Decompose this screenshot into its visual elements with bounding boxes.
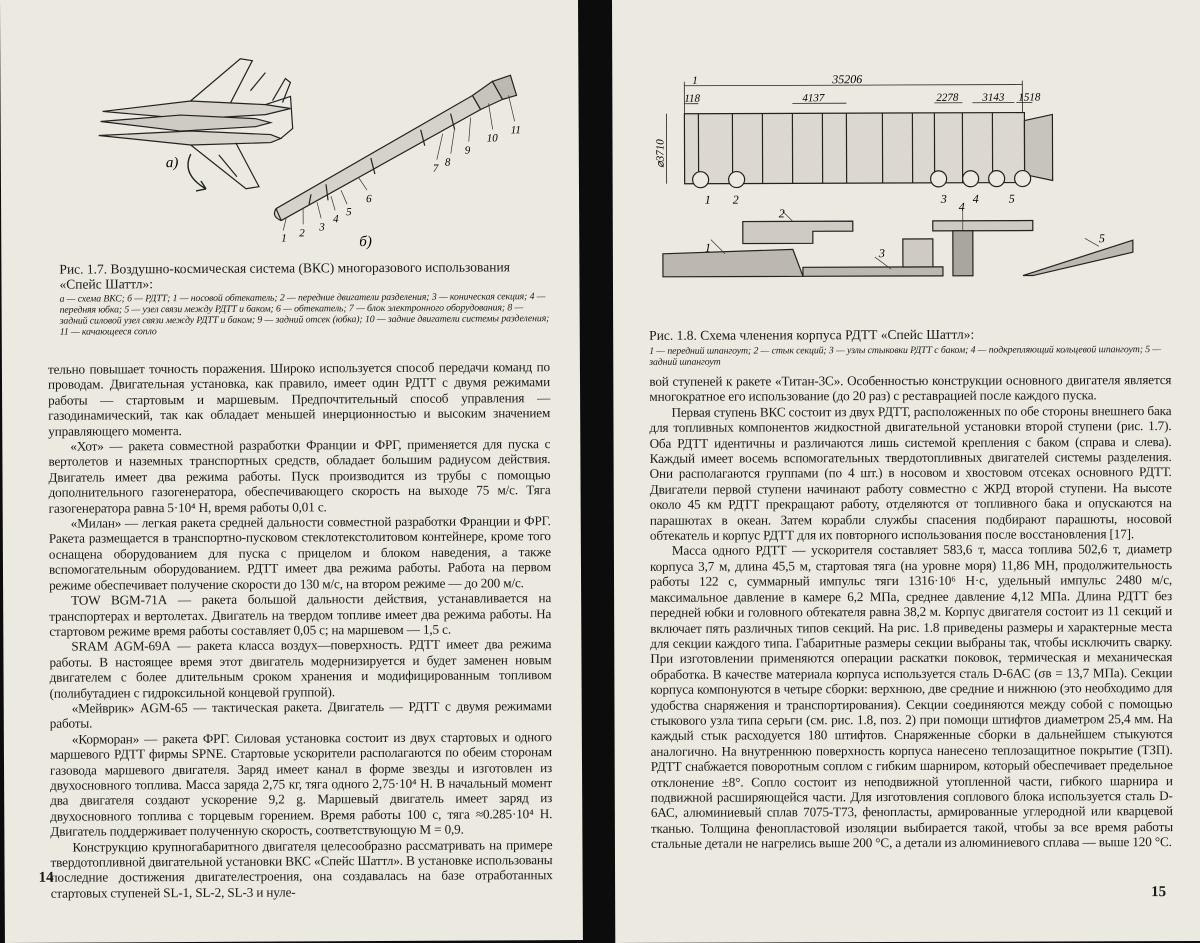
fig-num-3: 3: [319, 221, 325, 234]
detail-label-5: 5: [1098, 231, 1105, 246]
detail-label-1: 1: [704, 240, 711, 255]
fig-num-7: 7: [432, 162, 439, 175]
fig-label-a: а): [165, 155, 179, 172]
booster-drawing: [274, 75, 517, 220]
shuttle-drawing: [98, 58, 293, 189]
right-body-text: [649, 372, 1173, 851]
fig-num-8: 8: [444, 156, 451, 169]
fig-num-9: 9: [464, 144, 471, 157]
arrow-icon: [188, 154, 206, 191]
paragraph: «Корморан» — ракета ФРГ. Силовая установка состоит из двух стартовых и одного маршевого РДТТ фирмы SPNE. Стартовые ускорители располагаются по обеим сторонам газовода маршевого двигателя. Заряд имеет канал в форме звезды и изготовлен из двухосновного топлива. Масса заряда 2,75 кг, тяга одного 2,75·10⁴ Н. В начальный момент два двигателя создают ускорение 9,2 g. Маршевый двигатель имеет заряд из двухосновного топлива с торцевым горением. Время работы 100 с, тяга ≈0.285·10⁴ Н. Двигатель поддерживает полученную скорость, соответствующую М = 0,9.: [49, 728, 553, 839]
booster-case-drawing: [684, 112, 1052, 187]
paragraph: тельно повышает точность поражения. Широко используется способ передачи команд по проводам. Двигательная установка, как правило, имеет один РДТТ с двумя режимами работы — стартовым и маршевым. Предпочтительный способ управления — газодинамический, так как обладает меньшей инерционностью и высоким значением управляющего момента.: [47, 359, 551, 439]
page-number-left: 14: [38, 869, 54, 886]
fig-label-b: б): [359, 234, 372, 251]
fig-num-1: 1: [281, 232, 287, 245]
left-body-text: [48, 359, 553, 901]
figure-1-7: [40, 37, 541, 255]
paragraph: Первая ступень ВКС состоит из двух РДТТ, расположенных по обе стороны внешнего бака для топливных компонентов жидкостной двигательной установки второй ступени (рис. 1.7). Оба РДТТ идентичны и различаются лишь системой крепления с баком (справа и слева). Каждый имеет восемь вспомогательных твердотопливных двигателей системы разделения. Они располагаются группами (по 4 шт.) в носовом и хвостовом отсеках основного РДТТ. Двигатели первой ступени начинают работу совместно с ЖРД второй ступени. На высоте около 45 км РДТТ прекращают работу, отделяются от топливного бака и опускаются на парашютах в океан. Затем корабли службы спасения подбирают парашюты, носовой обтекатель и корпус РДТТ для их повторного использования после восстановления [17].: [649, 402, 1172, 543]
figure-1-8: [652, 70, 1173, 322]
detail-label-2: 2: [778, 206, 785, 221]
paragraph: «Мейврик» AGM-65 — тактическая ракета. Двигатель — РДТТ с двумя режимами работы.: [49, 698, 552, 732]
case-label-3: 3: [940, 191, 947, 206]
case-label-2: 2: [732, 192, 739, 207]
dim-total: 35206: [832, 72, 863, 87]
figure-1-8-caption: Рис. 1.8. Схема членения корпуса РДТТ «Спейс Шаттл»:: [649, 326, 975, 343]
case-label-1: 1: [704, 192, 711, 207]
dim-diameter: ⌀3710: [654, 139, 667, 168]
paragraph: «Хот» — ракета совместной разработки Франции и ФРГ, применяется для пуска с вертолетов и наземных транспортных средств, обладает большим радиусом действия. Двигатель имеет два режима работы. Пуск производится из трубы с помощью дополнительного газогенератора, обеспечивающего скорость на выходе 75 м/с. Тяга газогенератора равна 5·10⁴ Н, время работы 0,01 с.: [48, 436, 551, 516]
figure-1-7-legend: а — схема ВКС; б — РДТТ; 1 — носовой обтекатель; 2 — передние двигатели разделения; 3 — коническая секция; 4 — передняя юбка; 5 — узел связи между РДТТ и баком; 6 — обтекатель; 7 — блок электронного оборудования; 8 — задний силовой узел связи между РДТТ и баком; 9 — задний отсек (юбка); 10 — задние двигатели системы разделения; 11 — качающееся сопло: [59, 291, 550, 338]
fig-num-5: 5: [346, 206, 352, 219]
paragraph: Конструкцию крупногабаритного двигателя целесообразно рассматривать на примере твердотопливной двигательной установки ВКС «Спейс Шаттл». В установке использованы последние достижения двигателестроения, она создавалась на базе отработанных стартовых ступеней SL-1, SL-2, SL-3 и нуле-: [50, 836, 553, 901]
dim-118: 118: [684, 92, 701, 105]
paragraph: Масса одного РДТТ — ускорителя составляет 583,6 т, масса топлива 502,6 т, диаметр корпуса 3,7 м, длина 45,5 м, стартовая тяга (на уровне моря) 11,86 МН, продолжительность работы 122 с, суммарный импульс тяги 1316·10⁶ Н·с, удельный импульс 2480 м/с, максимальное давление в камере 6,2 МПа, среднее давление 4,12 МПа. Длина РДТТ без передней юбки и головного обтекателя равна 38,2 м. Корпус двигателя состоит из 11 секций и включает пять различных типов секций. На рис. 1.8 приведены размеры и характерные места для секции каждого типа. Габаритные размеры секции выбраны так, чтобы исключить сварку. При изготовлении применяются операции раскатки поковок, термическая и механическая обработка. В качестве материала корпуса используется сталь D-6АС (σв = 13,7 МПа). Секции корпуса компонуются в четыре сборки: верхнюю, две средние и нижнюю (это необходимо для удобства снаряжения и транспортирования). Секции соединяются между собой с помощью стыкового узла типа серьги (см. рис. 1.8, поз. 2) при помощи штифтов диаметром 25,4 мм. На каждый стык расходуется 180 штифтов. Снаряженные сборки в дальнейшем стыкуются аналогично. На внутреннюю поверхность корпуса нанесено теплозащитное покрытие (ТЗП). РДТТ снабжается поворотным соплом с гибким шарниром, который обеспечивает предельное отклонение ±8°. Сопло состоит из неподвижной утопленной части, гибкого шарнира и подвижной расширяющейся части. Для изготовления соплового блока используется сталь D-6АС, алюминиевый сплав 7075-Т73, фенопласты, армированные углеродной или кварцевой тканью. Толщина фенопластовой изоляции выбирается такой, чтобы за все время работы стальные детали не нагрелись выше 200 °С, а детали из алюминиевого сплава — выше 120 °С.: [649, 541, 1173, 852]
fig-num-6: 6: [366, 193, 372, 206]
dim-1518: 1518: [1018, 91, 1041, 104]
section-details-drawing: [663, 220, 1133, 277]
fig-num-4: 4: [333, 213, 339, 226]
paragraph: «Милан» — легкая ракета средней дальности совместной разработки Франции и ФРГ. Ракета размещается в транспортно-пусковом стеклотекстолитовом контейнере, кроме того оснащена оборудованием для пуска с прицелом и блоком наведения, а также вспомогательным оборудованием. РДТТ имеет два режима работы. Работа на первом режиме обеспечивает получение скорости до 130 м/с, на втором режиме — до 200 м/с.: [48, 513, 552, 593]
fig-num-11: 11: [510, 124, 521, 137]
case-label-4: 4: [972, 191, 979, 206]
fig-num-10: 10: [486, 132, 498, 145]
figure-1-7-caption: Рис. 1.7. Воздушно-космическая система (ВКС) многоразового использования «Спейс Шаттл»:: [59, 259, 510, 292]
paragraph: вой ступеней к ракете «Титан-3С». Особенностью конструкции основного двигателя является многократное его использование (до 20 раз) с реставрацией после каждого пуска.: [649, 372, 1172, 405]
dim-2278: 2278: [936, 91, 959, 104]
case-label-5: 5: [1008, 191, 1015, 206]
dim-3143: 3143: [982, 91, 1005, 104]
figure-1-8-legend: 1 — передний шпангоут; 2 — стык секций; 3 — узлы стыковки РДТТ с баком; 4 — подкрепляющий кольцевой шпангоут; 5 — задний шпангоут: [649, 344, 1162, 368]
fig-top-1: 1: [692, 74, 698, 87]
dim-4137: 4137: [802, 92, 825, 105]
detail-label-3: 3: [878, 246, 885, 261]
right-page: [612, 0, 1200, 943]
paragraph: SRAM AGM-69А — ракета класса воздух—поверхность. РДТТ имеет два режима работы. В настоящее время этот двигатель модернизируется и будет заменен новым двигателем с более длительным сроком хранения и модифицированным топливом (полибутадиен с гидроксильной концевой группой).: [49, 636, 552, 701]
page-number-right: 15: [1151, 884, 1167, 901]
fig-num-2: 2: [299, 227, 305, 240]
paragraph: TOW BGM-71А — ракета большой дальности действия, устанавливается на транспортерах и вертолетах. Двигатель на твердом топливе имеет два режима работы. На стартовом режиме время работы составляет 0,05 с; на маршевом — 1,5 с.: [49, 590, 552, 639]
detail-label-4: 4: [958, 199, 965, 214]
left-page: [0, 0, 583, 943]
